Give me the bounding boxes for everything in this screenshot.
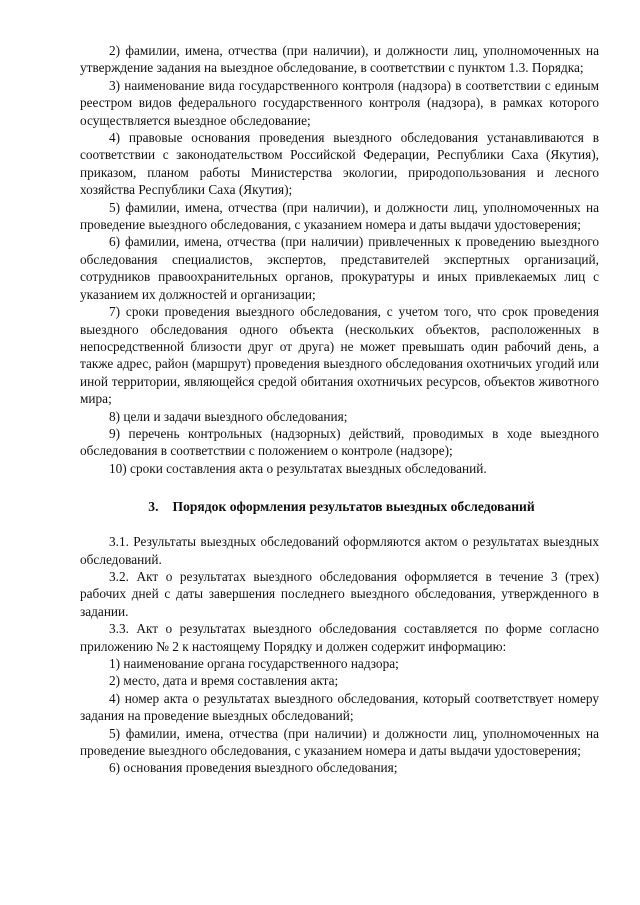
list-item: 1) наименование органа государственного надзора; [109,656,399,671]
list-item: 6) фамилии, имена, отчества (при наличии) привлеченных к проведению выездного обследования специалистов, экспертов, представителей экспертных организаций, сотрудников правоохранительных органов, прокуратуры и иных привлекаемых лиц с указанием их должностей и организации; [80,234,599,302]
list-item: 9) перечень контрольных (надзорных) действий, проводимых в ходе выездного обследования в соответствии с положением о контроле (надзоре); [80,425,599,459]
list-item: 10) сроки составления акта о результатах выездных обследований. [109,460,487,476]
list-item: 6) основания проведения выездного обследования; [109,760,398,776]
list-item: 8) цели и задачи выездного обследования; [109,408,348,424]
clause: 3.2. Акт о результатах выездного обследования оформляется в течение 3 (трех) рабочих дней с даты завершения последнего выездного обследования, утвержденного в задании. [80,568,599,619]
list-item: 7) сроки проведения выездного обследования, с учетом того, что срок проведения выездного обследования одного объекта (нескольких объектов, расположенных в непосредственной близости друг от друга) не может превышать один рабочий день, а также адрес, район (маршрут) проведения выездного обследования охотничьих угодий или иной территории, являющейся средой обитания охотничьих ресурсов, объектов животного мира; [80,304,599,407]
section-number: 3. [148,499,159,515]
list-item: 4) номер акта о результатах выездного обследования, который соответствует номеру задания на проведение выездных обследований; [80,690,599,724]
list-item: 2) фамилии, имена, отчества (при наличии), и должности лиц, уполномоченных на утверждение задания на выездное обследование, в соответствии с пунктом 1.3. Порядка; [80,43,599,76]
list-item: 3) наименование вида государственного контроля (надзора) в соответствии с единым реестром видов федерального государственного контроля (надзора), в рамках которого осуществляется выездное обследование; [80,77,599,128]
clause: 3.1. Результаты выездных обследований оформляются актом о результатах выездных обследований. [80,534,599,567]
list-item: 5) фамилии, имена, отчества (при наличии) и должности лиц, уполномоченных на проведение выездного обследования, с указанием номера и даты выдачи удостоверения; [80,725,599,759]
document-body [80,42,599,777]
list-item: 4) правовые основания проведения выездного обследования устанавливаются в соответствии с законодательством Российской Федерации, Республики Саха (Якутия), приказом, планом работы Министерства экологии, природопользования и лесного хозяйства Республики Саха (Якутия); [80,130,599,198]
list-item: 2) место, дата и время составления акта; [109,673,339,689]
section-heading [80,498,599,515]
section-title: Порядок оформления результатов выездных обследований [172,499,535,515]
clause: 3.3. Акт о результатах выездного обследования составляется по форме согласно приложению № 2 к настоящему Порядку и должен содержит информацию: [80,621,599,654]
list-item: 5) фамилии, имена, отчества (при наличии), и должности лиц, уполномоченных на проведение выездного обследования, с указанием номера и даты выдачи удостоверения; [80,199,599,233]
